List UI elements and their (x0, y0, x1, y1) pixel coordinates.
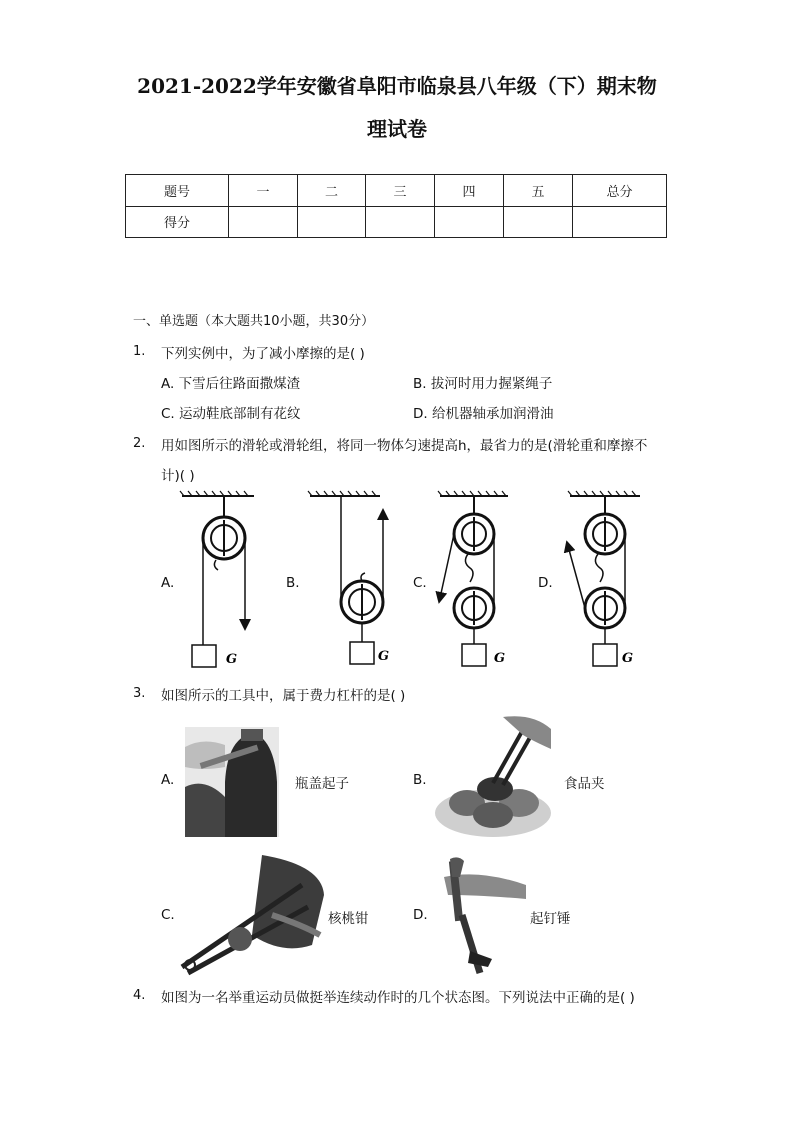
score-cell[interactable] (504, 206, 573, 238)
option-label-c[interactable]: C. (413, 575, 427, 591)
question-stem: 下列实例中，为了减小摩擦的是( ) (161, 346, 365, 362)
score-table-score-row (126, 206, 667, 238)
question-number: 4. (133, 988, 146, 1003)
pulley-diagrams (0, 490, 794, 690)
score-header-cell: 五 (504, 175, 573, 207)
option-label-d[interactable]: D. (538, 575, 553, 591)
pulley-a-diagram (180, 491, 254, 667)
score-header-cell: 一 (229, 175, 298, 207)
score-cell[interactable] (298, 206, 366, 238)
page-title-line2: 理试卷 (367, 117, 427, 141)
option-c[interactable]: C. 运动鞋底部制有花纹 (161, 406, 301, 422)
question-stem: 用如图所示的滑轮或滑轮组，将同一物体匀速提高h，最省力的是(滑轮重和摩擦不 (161, 438, 648, 454)
option-label-b[interactable]: B. (286, 575, 300, 591)
option-label-d[interactable]: D. (413, 907, 428, 923)
score-cell[interactable] (573, 206, 667, 238)
weight-label-a: G (226, 652, 238, 667)
question-number: 3. (133, 686, 146, 701)
option-label-b[interactable]: B. (413, 772, 427, 788)
tool-name-food-tongs: 食品夹 (564, 776, 605, 792)
section-heading: 一、单选题（本大题共10小题，共30分） (133, 314, 375, 329)
score-cell[interactable] (366, 206, 435, 238)
score-header-cell: 三 (366, 175, 435, 207)
question-number: 1. (133, 344, 146, 359)
pulley-b-diagram (308, 491, 383, 664)
bottle-opener-image (185, 727, 279, 837)
tool-name-nutcracker: 核桃钳 (328, 911, 369, 927)
nutcracker-image (182, 855, 324, 973)
score-header-cell: 四 (435, 175, 504, 207)
question-stem-continued: 计)( ) (161, 468, 195, 484)
food-tongs-image (433, 715, 553, 839)
option-label-c[interactable]: C. (161, 907, 175, 923)
page-title-line1: 2021-2022学年安徽省阜阳市临泉县八年级（下）期末物 (137, 74, 657, 98)
pulley-c-diagram (438, 491, 508, 666)
score-header-cell: 二 (298, 175, 366, 207)
question-stem: 如图为一名举重运动员做挺举连续动作时的几个状态图。下列说法中正确的是( ) (161, 990, 635, 1006)
option-a[interactable]: A. 下雪后往路面撒煤渣 (161, 376, 301, 392)
score-cell[interactable] (229, 206, 298, 238)
score-table-header-row (126, 175, 667, 207)
question-number: 2. (133, 436, 146, 451)
score-table (125, 174, 667, 238)
weight-label-c: G (494, 651, 506, 666)
weight-label-d: G (622, 651, 634, 666)
option-b[interactable]: B. 拔河时用力握紧绳子 (413, 376, 553, 392)
score-row-label: 得分 (126, 206, 229, 238)
pulley-d-diagram (568, 491, 640, 666)
option-d[interactable]: D. 给机器轴承加润滑油 (413, 406, 554, 422)
question-stem: 如图所示的工具中，属于费力杠杆的是( ) (161, 688, 406, 704)
claw-hammer-image (440, 855, 526, 973)
score-header-cell: 题号 (126, 175, 229, 207)
weight-label-b: G (378, 649, 390, 664)
tool-name-bottle-opener: 瓶盖起子 (295, 776, 349, 792)
option-label-a[interactable]: A. (161, 772, 175, 788)
score-header-cell: 总分 (573, 175, 667, 207)
score-cell[interactable] (435, 206, 504, 238)
option-label-a[interactable]: A. (161, 575, 175, 591)
tool-name-claw-hammer: 起钉锤 (530, 911, 571, 927)
